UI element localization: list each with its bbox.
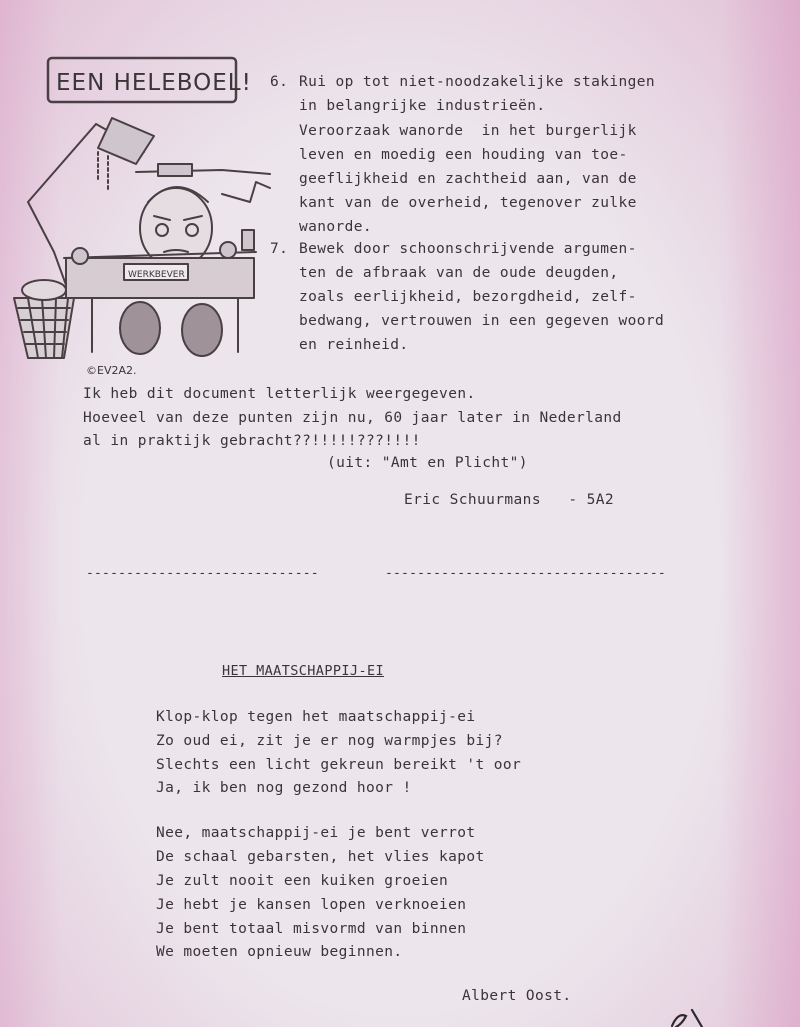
poem-title: HET MAATSCHAPPIJ-EI [222,663,385,679]
point-6-line: in belangrijke industrieën. [299,98,546,114]
closing-line: Ik heb dit document letterlijk weergegeven. [83,386,476,402]
point-6-line: Rui op tot niet-noodzakelijke stakingen [299,74,656,90]
author-signature: Eric Schuurmans - 5A2 [404,492,614,508]
poem-line: We moeten opnieuw beginnen. [156,944,403,960]
source-citation: (uit: "Amt en Plicht") [327,455,528,471]
point-6-line: geeflijkheid en zachtheid aan, van de [299,171,637,187]
poem-line: Je zult nooit een kuiken groeien [156,873,449,889]
cartoon-desk-label: WERKBEVER [128,270,185,280]
closing-line: al in praktijk gebracht??!!!!!???!!!! [83,433,421,449]
point-6-line: wanorde. [299,219,373,235]
poem-line: Slechts een licht gekreun bereikt 't oor [156,757,522,773]
cartoon-illustration [8,52,276,380]
point-7-line: bedwang, vertrouwen in een gegeven woord [299,313,665,329]
point-7-line: Bewek door schoonschrijvende argumen- [299,241,637,257]
poem-line: Zo oud ei, zit je er nog warmpjes bij? [156,733,503,749]
point-7-line: ten de afbraak van de oude deugden, [299,265,619,281]
poem-author: Albert Oost. [462,988,572,1004]
point-6-line: Veroorzaak wanorde in het burgerlijk [299,123,637,139]
separator-right: ----------------------------------- [385,566,666,581]
cartoon-signature: ©EV2A2. [86,364,137,377]
closing-line: Hoeveel van deze punten zijn nu, 60 jaar later in Nederland [83,410,622,426]
point-6-number: 6. [270,74,289,90]
point-6-line: kant van de overheid, tegenover zulke [299,195,637,211]
poem-line: Klop-klop tegen het maatschappij-ei [156,709,476,725]
point-7-number: 7. [270,241,289,257]
point-6-line: leven en moedig een houding van toe- [299,147,628,163]
poem-line: Je hebt je kansen lopen verknoeien [156,897,467,913]
point-7-line: zoals eerlijkheid, bezorgdheid, zelf- [299,289,637,305]
point-7-line: en reinheid. [299,337,409,353]
poem-line: Je bent totaal misvormd van binnen [156,921,467,937]
poem-line: Ja, ik ben nog gezond hoor ! [156,780,412,796]
poem-line: Nee, maatschappij-ei je bent verrot [156,825,476,841]
poem-line: De schaal gebarsten, het vlies kapot [156,849,485,865]
handwritten-mark [668,1006,708,1027]
cartoon-banner-text: EEN HELEBOEL! [56,70,252,96]
separator-left: ----------------------------- [86,566,319,581]
